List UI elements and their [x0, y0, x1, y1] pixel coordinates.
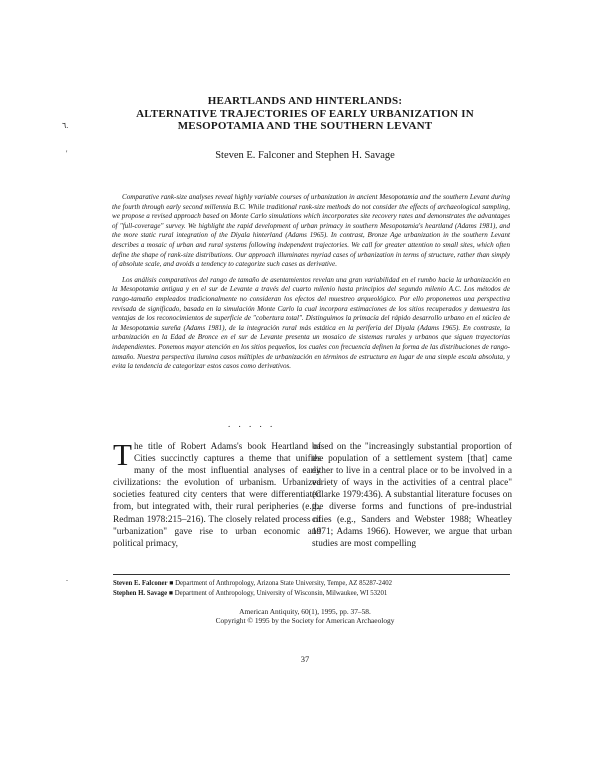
body-text: he title of Robert Adams's book Heartland of Cities succinctly captures a theme that unifies many of the most influential analyses of early civilizations: the evolution of urbanism. Urbanized societies featured city centers that were differentiated from, but integrated with, their rural peripheries (e.g., Redman 1978:215–216). The closely related process of "urbanization" gave rise to urban economic and political primacy,	[113, 442, 321, 549]
author-list: Steven E. Falconer and Stephen H. Savage	[215, 150, 395, 161]
journal-citation	[100, 607, 510, 626]
abstract	[112, 193, 510, 378]
title-line: ALTERNATIVE TRAJECTORIES OF EARLY URBANIZATION IN	[136, 107, 474, 120]
affiliation-name: Stephen H. Savage	[113, 590, 168, 597]
body-column-left	[113, 437, 321, 550]
abstract-spanish: Los análisis comparativos del rango de tamaño de asentamientos revelan una gran variabilidad en el rumbo hacia la urbanización en la Mesopotamia antigua y en el sur de Levante a través del cuarto milenio hasta principios del segundo milenio A.C. Los métodos de rango-tamaño empleados tradicionalmente no consideran los efectos del muestreo arqueológico. Por ello proponemos una perspectiva revisada de significado, basada en la simulación Monte Carlo la cual incorpora estimaciones de los sitios recuperados y demuestra las ventajas de los reconocimientos de superficie de "cobertura total". Distinguimos la primacía del rápido desarrollo urbano en el núcleo de la Mesopotamia sureña (Adams 1981), de la integración rural más estática en la periferia del Diyala (Adams 1965). En contraste, la urbanización en la Edad de Bronce en el sur de Levante presenta un mosaico de sistemas rurales y urbanos que siguen trayectorias independientes. Ponemos mayor atención en los sitios pequeños, los cuales con frecuencia definen la forma de las distribuciones de rango-tamaño. Nuestra perspectiva ilumina casos múltiples de urbanización en términos de estructura en lugar de una simple escala absoluta, y evita la tendencia de categorizar estos casos como derivativos.	[112, 275, 510, 371]
affiliation-name: Steven E. Falconer	[113, 580, 168, 587]
section-divider: . . . . .	[228, 419, 276, 429]
journal-reference: American Antiquity, 60(1), 1995, pp. 37–58.	[239, 607, 371, 616]
affiliation-dept: Department of Anthropology, Arizona State University, Tempe, AZ 85287-2402	[175, 580, 392, 587]
footnote-rule	[113, 574, 510, 575]
author-affiliations	[113, 579, 510, 599]
body-text: based on the "increasingly substantial proportion of the population of a settlement system [that] came either to live in a central place or to be involved in a variety of ways in the activities of a central place" (Clarke 1979:436). A substantial literature focuses on the diverse forms and functions of pre-industrial cities (e.g., Sanders and Webster 1988; Wheatley 1971; Adams 1966). However, we argue that urban studies are most compelling	[312, 442, 512, 549]
copyright-notice: Copyright © 1995 by the Society for American Archaeology	[215, 616, 395, 626]
margin-mark: .	[66, 574, 68, 583]
page-number: 37	[300, 654, 310, 664]
article-title	[100, 95, 510, 133]
abstract-english: Comparative rank-size analyses reveal highly variable courses of urbanization in ancient Mesopotamia and the southern Levant during the fourth through early second millennia B.C. While traditional rank-size methods do not consider the effects of archaeological sampling, we propose a revised approach based on Monte Carlo simulations which incorporates site recovery rates and demonstrates the advantages of "full-coverage" survey. We highlight the rapid development of urban primacy in southern Mesopotamia's heartland (Adams 1981), and the more static rural integration of the Diyala hinterland (Adams 1965). In contrast, Bronze Age urbanization in the southern Levant describes a mosaic of urban and rural systems following independent trajectories. We call for greater attention to small sites, which often define the shape of rank-size distributions. Our approach illuminates myriad cases of urbanization in terms of structure, rather than simply of absolute scale, and avoids a tendency to categorize such cases as derivative.	[112, 193, 510, 269]
margin-mark: '	[66, 149, 68, 158]
drop-cap: T	[113, 437, 132, 472]
body-column-right	[312, 441, 512, 550]
affiliation: Steven E. Falconer ■ Department of Anthropology, Arizona State University, Tempe, AZ 85287-2402	[113, 580, 392, 587]
affiliation: Stephen H. Savage ■ Department of Anthropology, University of Wisconsin, Milwaukee, WI 53201	[113, 590, 388, 597]
margin-mark: ٦.	[62, 121, 69, 130]
affiliation-dept: Department of Anthropology, University of Wisconsin, Milwaukee, WI 53201	[174, 590, 388, 597]
title-line: MESOPOTAMIA AND THE SOUTHERN LEVANT	[177, 120, 433, 132]
title-line: HEARTLANDS AND HINTERLANDS:	[207, 95, 403, 107]
